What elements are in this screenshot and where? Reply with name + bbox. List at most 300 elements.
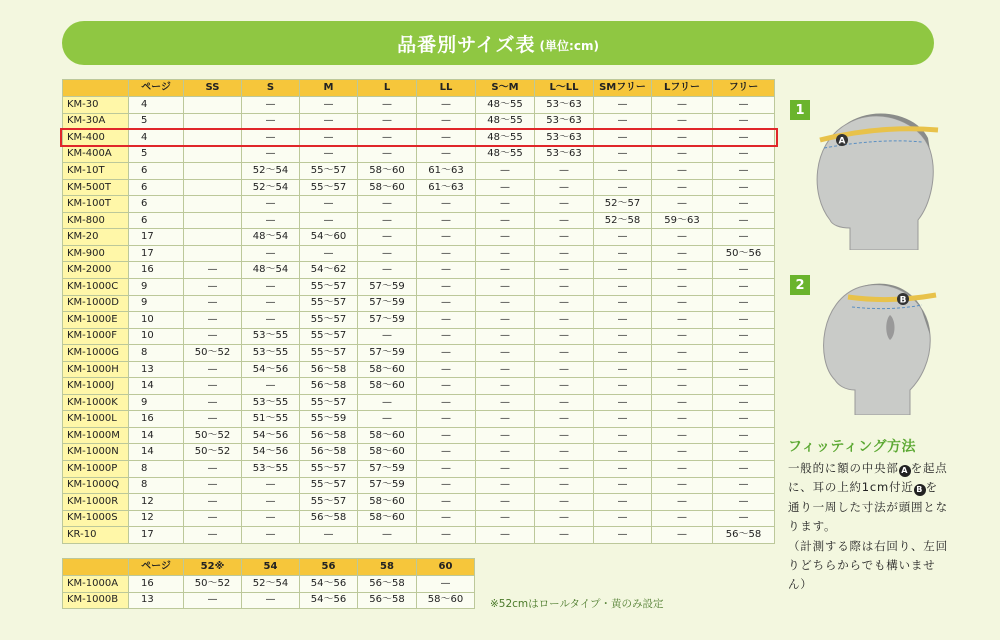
page-cell: 12 — [129, 494, 184, 511]
size-cell: 55～57 — [300, 295, 358, 312]
page-cell: 17 — [129, 229, 184, 246]
size-cell: — — [300, 146, 358, 163]
size-cell: — — [594, 312, 652, 329]
table-row — [63, 146, 775, 163]
size-cell: — — [535, 527, 594, 544]
size-cell: — — [594, 361, 652, 378]
size-cell: — — [300, 130, 358, 147]
marker-b-label: B — [899, 295, 907, 306]
model-cell: KM-1000S — [63, 510, 129, 527]
size-cell: — — [594, 461, 652, 478]
size-cell: — — [535, 510, 594, 527]
size-cell: — — [713, 477, 775, 494]
fitting-text-2: を起点に、耳の上約1cm付近 — [788, 461, 948, 495]
size-cell: 58～60 — [358, 378, 417, 395]
size-cell — [184, 146, 242, 163]
size-cell: 53～55 — [242, 345, 300, 362]
size-cell: — — [652, 295, 713, 312]
fitting-text-4: （計測する際は右回り、左回りどちらからでも構いません） — [788, 538, 948, 592]
size-cell: — — [476, 345, 535, 362]
size-cell: — — [652, 130, 713, 147]
size-cell: 53～55 — [242, 394, 300, 411]
size-cell: — — [242, 592, 300, 609]
size-cell: 50～52 — [184, 444, 242, 461]
size-cell: — — [417, 113, 476, 130]
size-cell: — — [535, 361, 594, 378]
size-cell: — — [242, 113, 300, 130]
size-cell: — — [417, 427, 476, 444]
fitting-title: フィッティング方法 — [788, 439, 916, 455]
size-cell: — — [594, 113, 652, 130]
model-cell: KM-10T — [63, 163, 129, 180]
size-cell: 57～59 — [358, 279, 417, 296]
size-cell: — — [242, 312, 300, 329]
model-cell: KM-20 — [63, 229, 129, 246]
size-cell: 55～57 — [300, 345, 358, 362]
size-cell: 58～60 — [358, 427, 417, 444]
size-cell: 58～60 — [358, 179, 417, 196]
size-cell: — — [476, 196, 535, 213]
size-cell: 54～56 — [242, 444, 300, 461]
size-cell: — — [417, 444, 476, 461]
page-cell: 16 — [129, 576, 184, 593]
size-cell: — — [713, 196, 775, 213]
size-cell: — — [713, 279, 775, 296]
size-cell: — — [713, 130, 775, 147]
column-header: L～LL — [535, 80, 594, 97]
page-cell: 6 — [129, 179, 184, 196]
size-cell: — — [713, 312, 775, 329]
fitting-instructions — [788, 459, 948, 595]
size-cell: — — [300, 97, 358, 114]
size-cell: — — [358, 328, 417, 345]
size-cell: — — [713, 394, 775, 411]
page-cell: 6 — [129, 163, 184, 180]
size-cell: 52～58 — [594, 212, 652, 229]
page-cell: 6 — [129, 212, 184, 229]
size-cell: 56～58 — [358, 592, 417, 609]
size-cell: — — [476, 312, 535, 329]
size-cell: — — [594, 328, 652, 345]
size-cell: — — [358, 411, 417, 428]
table-row — [63, 279, 775, 296]
size-cell: — — [417, 527, 476, 544]
size-cell: — — [535, 494, 594, 511]
footnote: ※52cmはロールタイプ・黄のみ設定 — [490, 598, 664, 610]
page-cell: 5 — [129, 146, 184, 163]
step-badge-1: 1 — [790, 100, 810, 120]
table-row — [63, 477, 775, 494]
size-cell: 53～63 — [535, 97, 594, 114]
page-cell: 14 — [129, 427, 184, 444]
model-cell: KM-1000M — [63, 427, 129, 444]
size-cell: 55～57 — [300, 477, 358, 494]
table-row — [63, 295, 775, 312]
size-cell: — — [652, 527, 713, 544]
size-cell: — — [417, 245, 476, 262]
table-row — [63, 196, 775, 213]
size-cell: 58～60 — [358, 444, 417, 461]
size-cell: — — [713, 510, 775, 527]
size-cell: — — [417, 295, 476, 312]
size-cell: — — [652, 444, 713, 461]
size-cell: 55～57 — [300, 312, 358, 329]
size-cell: — — [713, 229, 775, 246]
table-row — [63, 378, 775, 395]
size-cell: — — [594, 245, 652, 262]
size-cell: — — [476, 245, 535, 262]
size-cell: 55～57 — [300, 461, 358, 478]
size-cell: — — [358, 146, 417, 163]
column-header: S～M — [476, 80, 535, 97]
size-cell — [184, 212, 242, 229]
size-cell: — — [476, 163, 535, 180]
model-cell: KM-1000E — [63, 312, 129, 329]
size-cell: — — [184, 394, 242, 411]
size-cell: — — [242, 378, 300, 395]
column-header: フリー — [713, 80, 775, 97]
header-corner — [63, 559, 129, 576]
roll-size-table — [62, 558, 475, 609]
size-cell: 48～55 — [476, 113, 535, 130]
size-cell: 61～63 — [417, 179, 476, 196]
size-cell: — — [417, 146, 476, 163]
page-cell: 6 — [129, 196, 184, 213]
size-cell: 58～60 — [358, 163, 417, 180]
size-cell: — — [184, 527, 242, 544]
size-cell: — — [594, 279, 652, 296]
size-cell: — — [417, 345, 476, 362]
size-cell: — — [535, 279, 594, 296]
size-cell: — — [535, 212, 594, 229]
size-cell: 57～59 — [358, 461, 417, 478]
size-cell: 50～52 — [184, 427, 242, 444]
size-cell: 52～57 — [594, 196, 652, 213]
column-header: 56 — [300, 559, 358, 576]
size-cell: — — [652, 97, 713, 114]
size-cell: — — [476, 378, 535, 395]
size-cell: 57～59 — [358, 295, 417, 312]
size-cell: — — [713, 295, 775, 312]
table-row — [63, 361, 775, 378]
size-cell: — — [242, 146, 300, 163]
table-row — [63, 328, 775, 345]
size-cell: — — [184, 510, 242, 527]
size-cell: — — [476, 461, 535, 478]
page-cell: 10 — [129, 328, 184, 345]
column-header: M — [300, 80, 358, 97]
size-cell: — — [300, 527, 358, 544]
size-cell: — — [652, 262, 713, 279]
size-cell: — — [358, 130, 417, 147]
size-cell: 52～54 — [242, 179, 300, 196]
fitting-text-3: を通り一周した寸法が頭囲となります。 — [788, 480, 948, 534]
marker-b-icon: B — [914, 484, 926, 496]
model-cell: KM-30A — [63, 113, 129, 130]
size-cell: — — [594, 427, 652, 444]
size-cell: — — [476, 179, 535, 196]
size-cell: — — [300, 245, 358, 262]
column-header: ページ — [129, 559, 184, 576]
size-cell: — — [476, 411, 535, 428]
column-header: Lフリー — [652, 80, 713, 97]
size-cell: — — [184, 312, 242, 329]
size-cell: — — [652, 427, 713, 444]
size-cell: 53～63 — [535, 113, 594, 130]
size-cell: — — [417, 361, 476, 378]
model-cell: KM-1000G — [63, 345, 129, 362]
size-cell: 58～60 — [417, 592, 475, 609]
size-cell: — — [184, 411, 242, 428]
column-header: 60 — [417, 559, 475, 576]
size-cell: — — [184, 279, 242, 296]
size-cell: — — [417, 196, 476, 213]
size-cell: 56～58 — [358, 576, 417, 593]
size-cell: — — [594, 130, 652, 147]
table-row — [63, 245, 775, 262]
size-table — [62, 79, 775, 544]
size-cell: — — [358, 262, 417, 279]
size-cell: — — [594, 262, 652, 279]
model-cell: KM-1000K — [63, 394, 129, 411]
size-cell: — — [417, 212, 476, 229]
size-cell — [184, 179, 242, 196]
size-cell: 48～54 — [242, 262, 300, 279]
size-cell: — — [652, 229, 713, 246]
size-cell: — — [594, 394, 652, 411]
size-cell: 55～57 — [300, 394, 358, 411]
table-row — [63, 179, 775, 196]
size-cell: — — [184, 477, 242, 494]
size-cell: — — [476, 262, 535, 279]
model-cell: KM-1000D — [63, 295, 129, 312]
size-cell: — — [713, 262, 775, 279]
size-cell: 52～54 — [242, 163, 300, 180]
table-row — [63, 312, 775, 329]
page-cell: 17 — [129, 245, 184, 262]
size-cell: — — [358, 527, 417, 544]
size-cell: — — [652, 461, 713, 478]
table-row — [63, 345, 775, 362]
size-cell: — — [713, 361, 775, 378]
size-cell: — — [417, 477, 476, 494]
size-cell: 55～57 — [300, 494, 358, 511]
page-title: 品番別サイズ表 — [397, 33, 536, 56]
page-cell: 5 — [129, 113, 184, 130]
model-cell: KM-1000Q — [63, 477, 129, 494]
size-cell: 53～55 — [242, 461, 300, 478]
size-cell: 58～60 — [358, 361, 417, 378]
table-row — [63, 163, 775, 180]
model-cell: KM-1000F — [63, 328, 129, 345]
size-cell: — — [594, 477, 652, 494]
table-row — [63, 212, 775, 229]
size-cell: — — [713, 461, 775, 478]
size-cell: — — [713, 328, 775, 345]
size-cell: — — [713, 494, 775, 511]
size-cell: — — [300, 212, 358, 229]
model-cell: KM-1000J — [63, 378, 129, 395]
size-cell: 53～55 — [242, 328, 300, 345]
page-cell: 9 — [129, 279, 184, 296]
size-cell: — — [594, 444, 652, 461]
size-cell: — — [300, 196, 358, 213]
size-cell: — — [184, 592, 242, 609]
table-row — [63, 494, 775, 511]
column-header: L — [358, 80, 417, 97]
table-row — [63, 461, 775, 478]
table-row — [63, 510, 775, 527]
size-cell: 56～58 — [713, 527, 775, 544]
size-cell: — — [242, 527, 300, 544]
size-cell: 55～57 — [300, 179, 358, 196]
marker-a-icon: A — [899, 465, 911, 477]
size-cell: — — [594, 179, 652, 196]
size-cell: 58～60 — [358, 494, 417, 511]
size-cell: 56～58 — [300, 427, 358, 444]
size-cell: — — [713, 97, 775, 114]
size-cell: — — [535, 163, 594, 180]
model-cell: KM-2000 — [63, 262, 129, 279]
header-corner — [63, 80, 129, 97]
model-cell: KM-800 — [63, 212, 129, 229]
size-cell: — — [713, 212, 775, 229]
size-cell: — — [652, 494, 713, 511]
size-cell: — — [652, 163, 713, 180]
size-cell: 54～56 — [242, 427, 300, 444]
size-cell: — — [652, 378, 713, 395]
size-cell: 57～59 — [358, 312, 417, 329]
size-cell: — — [242, 279, 300, 296]
model-cell: KM-500T — [63, 179, 129, 196]
size-cell: 56～58 — [300, 361, 358, 378]
size-cell: — — [358, 245, 417, 262]
size-cell: — — [713, 444, 775, 461]
model-cell: KM-400A — [63, 146, 129, 163]
size-cell: — — [535, 444, 594, 461]
size-cell: — — [417, 279, 476, 296]
size-cell: — — [417, 510, 476, 527]
table-row — [63, 411, 775, 428]
size-cell: — — [652, 312, 713, 329]
size-cell: 48～55 — [476, 146, 535, 163]
size-cell: — — [535, 328, 594, 345]
size-cell: — — [652, 328, 713, 345]
step-badge-2: 2 — [790, 275, 810, 295]
size-cell: — — [242, 196, 300, 213]
marker-a-label: A — [838, 136, 846, 147]
size-cell: — — [652, 477, 713, 494]
size-cell: — — [535, 378, 594, 395]
size-cell: — — [652, 394, 713, 411]
fitting-text-1: 一般的に額の中央部 — [788, 461, 899, 475]
size-cell: — — [417, 394, 476, 411]
head-front-illustration — [790, 100, 940, 250]
size-cell: — — [417, 378, 476, 395]
table-row — [63, 130, 775, 147]
size-cell: — — [713, 378, 775, 395]
size-cell: — — [476, 361, 535, 378]
size-cell: — — [652, 245, 713, 262]
size-cell: — — [184, 328, 242, 345]
size-cell: 56～58 — [300, 510, 358, 527]
size-cell: — — [417, 312, 476, 329]
size-cell: — — [594, 411, 652, 428]
column-header: LL — [417, 80, 476, 97]
size-cell: 57～59 — [358, 477, 417, 494]
size-cell: — — [358, 97, 417, 114]
size-cell: — — [476, 494, 535, 511]
size-cell: — — [713, 113, 775, 130]
size-cell: — — [476, 444, 535, 461]
size-cell: — — [476, 328, 535, 345]
page-cell: 13 — [129, 361, 184, 378]
size-cell: — — [476, 510, 535, 527]
size-cell: — — [242, 477, 300, 494]
size-cell: — — [184, 378, 242, 395]
size-cell: 55～57 — [300, 279, 358, 296]
model-cell: KM-1000B — [63, 592, 129, 609]
page-cell: 16 — [129, 411, 184, 428]
size-cell: — — [358, 212, 417, 229]
model-cell: KM-30 — [63, 97, 129, 114]
size-cell: — — [713, 146, 775, 163]
size-cell: — — [476, 295, 535, 312]
size-cell: — — [594, 146, 652, 163]
size-cell: — — [594, 510, 652, 527]
size-cell: — — [242, 245, 300, 262]
page-cell: 4 — [129, 130, 184, 147]
page-cell: 12 — [129, 510, 184, 527]
size-cell: — — [184, 461, 242, 478]
size-cell: 48～55 — [476, 97, 535, 114]
size-cell: — — [652, 361, 713, 378]
size-cell: — — [242, 130, 300, 147]
page-cell: 8 — [129, 345, 184, 362]
size-cell: — — [476, 477, 535, 494]
page-cell: 14 — [129, 444, 184, 461]
size-cell: — — [242, 494, 300, 511]
model-cell: KM-1000C — [63, 279, 129, 296]
size-cell: — — [417, 97, 476, 114]
size-cell: — — [242, 97, 300, 114]
table-row — [63, 427, 775, 444]
size-cell: — — [713, 345, 775, 362]
size-cell: — — [417, 576, 475, 593]
size-cell: — — [594, 97, 652, 114]
title-banner — [62, 21, 934, 65]
table-row — [63, 262, 775, 279]
size-cell: — — [535, 345, 594, 362]
size-cell: — — [476, 229, 535, 246]
size-cell: 57～59 — [358, 345, 417, 362]
page-cell: 8 — [129, 461, 184, 478]
size-cell: — — [652, 279, 713, 296]
size-cell: — — [417, 229, 476, 246]
size-cell: 50～52 — [184, 576, 242, 593]
size-cell: 53～63 — [535, 146, 594, 163]
size-cell: — — [417, 328, 476, 345]
size-cell: 54～56 — [300, 576, 358, 593]
size-cell: — — [535, 179, 594, 196]
size-cell: 58～60 — [358, 510, 417, 527]
size-cell: — — [652, 345, 713, 362]
size-cell: — — [242, 212, 300, 229]
size-cell: — — [535, 312, 594, 329]
size-cell: 55～57 — [300, 328, 358, 345]
size-cell: — — [476, 212, 535, 229]
page-cell: 8 — [129, 477, 184, 494]
